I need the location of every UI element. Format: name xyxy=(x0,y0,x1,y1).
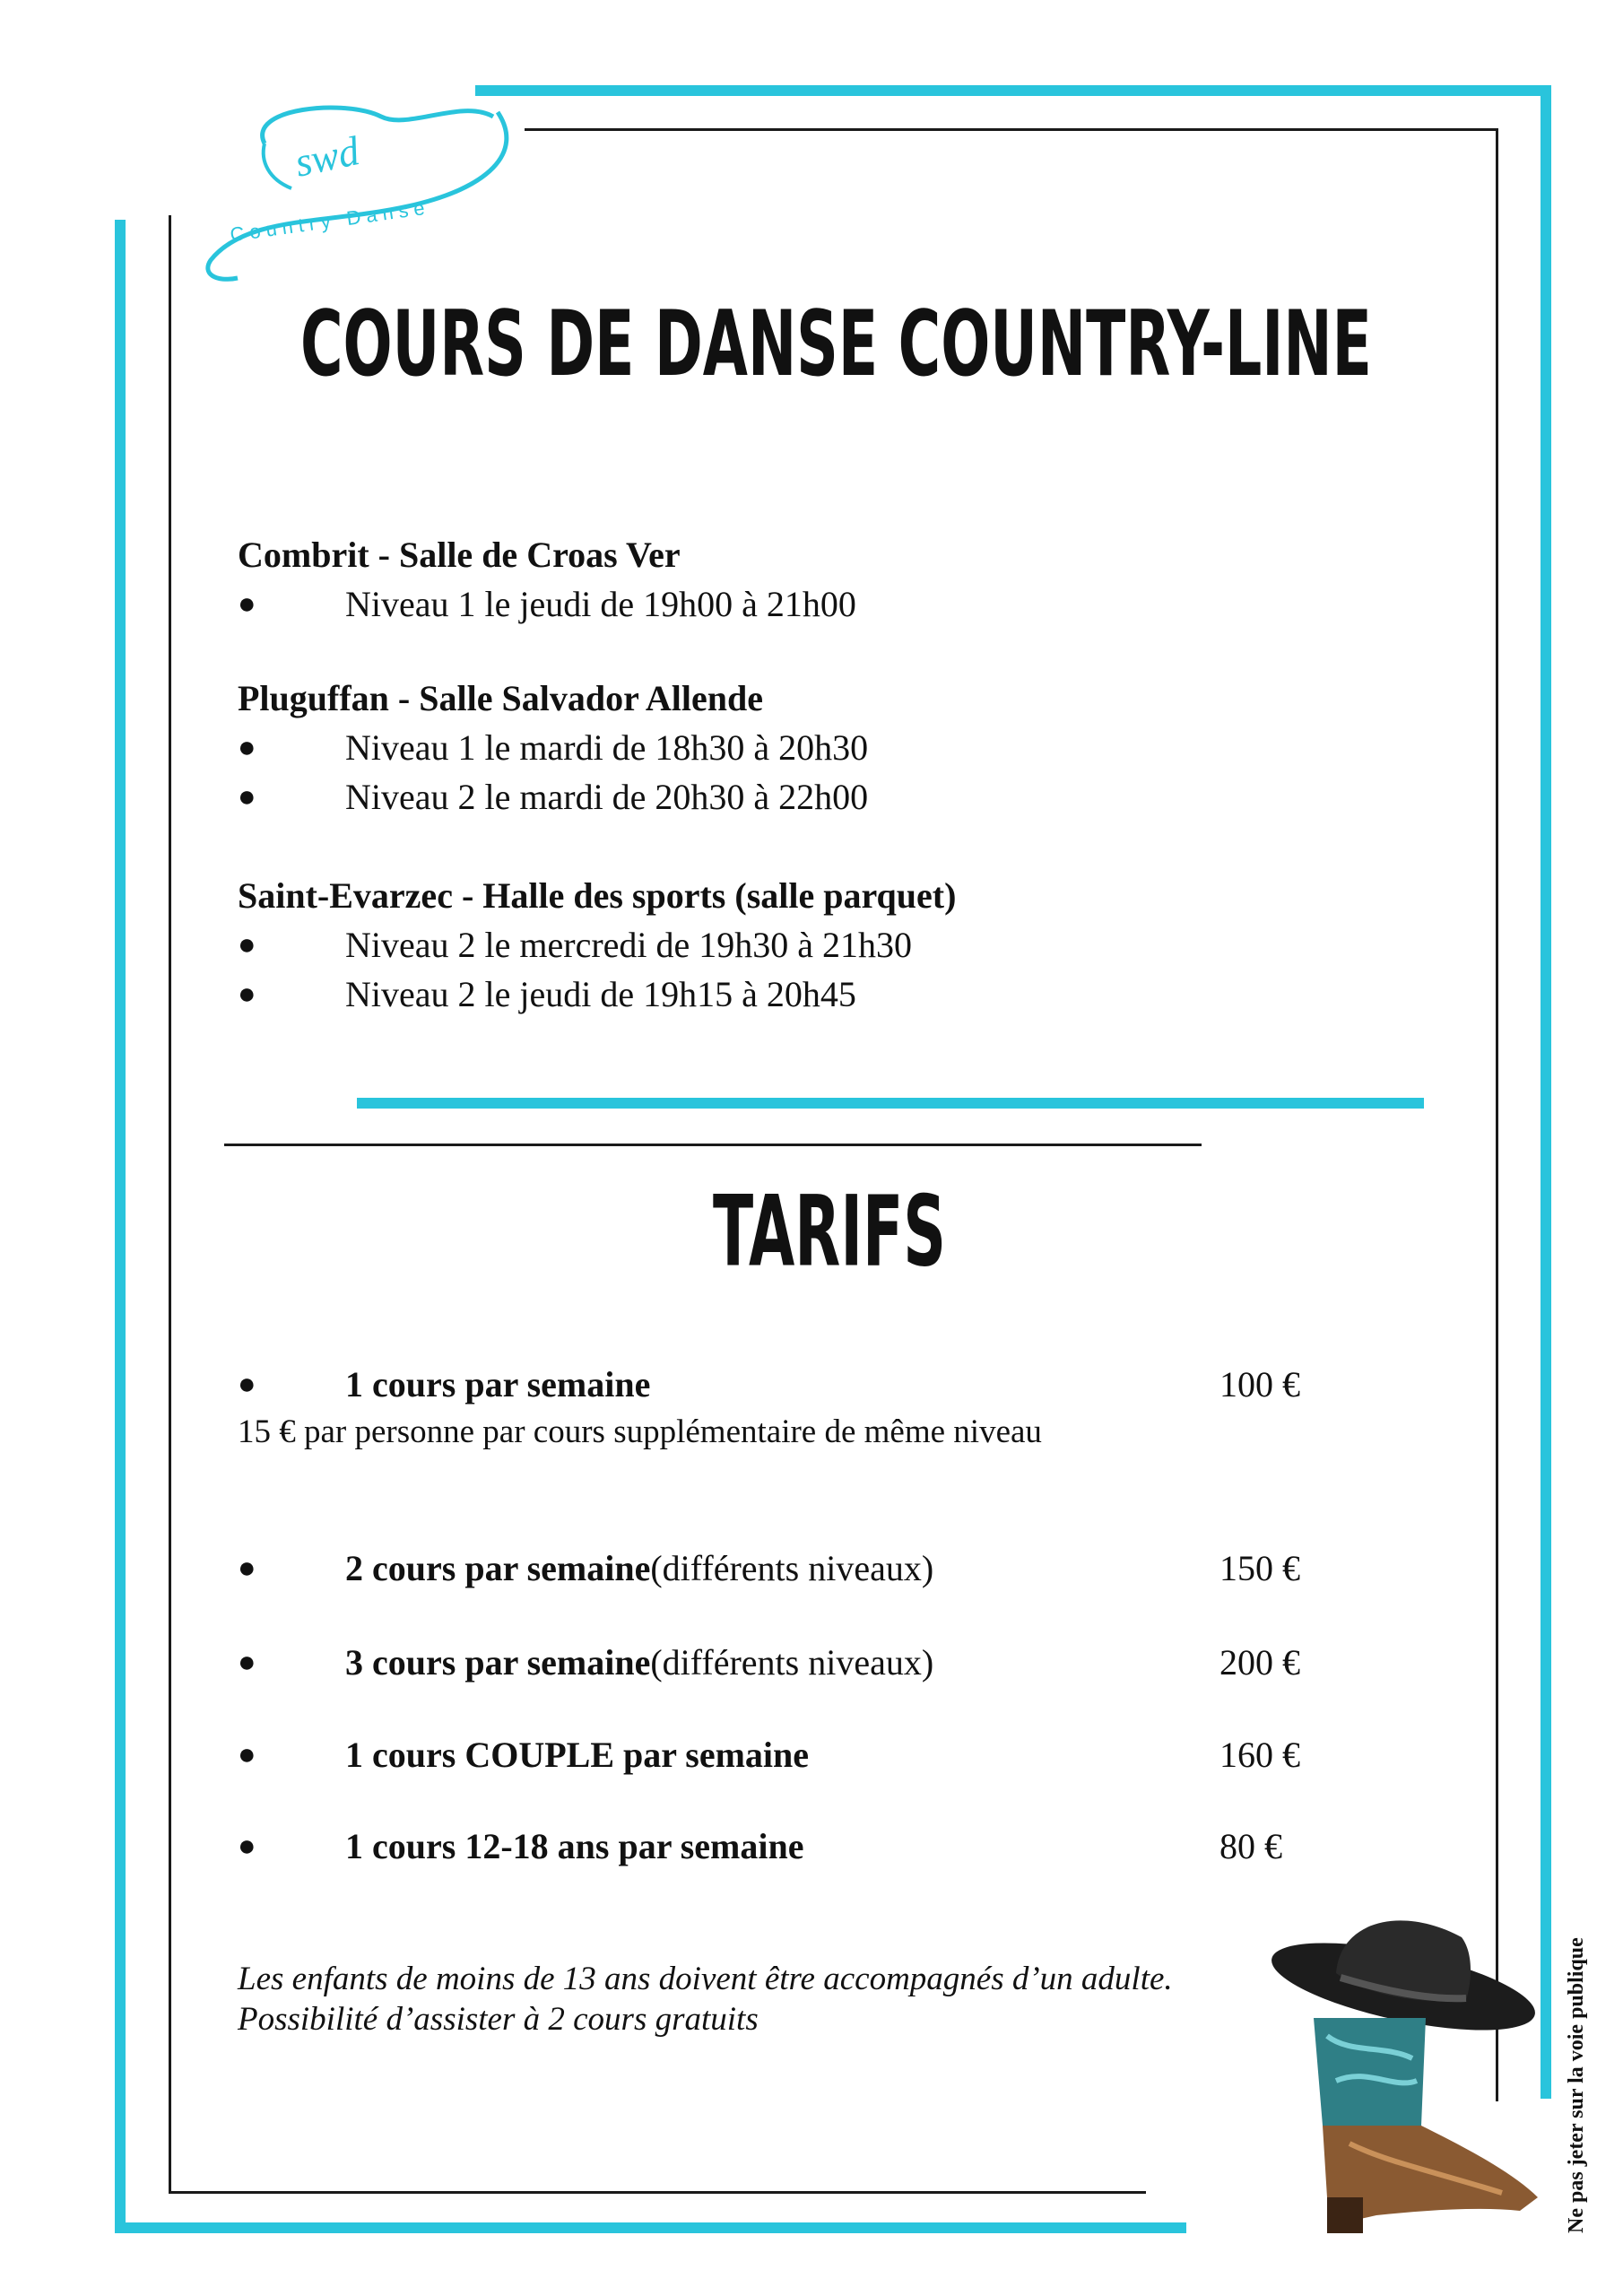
logo-mark: swd xyxy=(291,127,363,186)
tarif-price: 150 € xyxy=(1219,1548,1300,1588)
bullet-icon: ● xyxy=(238,1551,256,1585)
tarifs-title: TARIFS xyxy=(713,1175,946,1289)
frame-top-black xyxy=(525,128,1497,131)
tarif-item: ● 1 cours 12-18 ans par semaine xyxy=(238,1826,804,1866)
list-item: ● Niveau 1 le jeudi de 19h00 à 21h00 xyxy=(238,584,856,624)
frame-right-black xyxy=(1496,128,1498,2101)
list-item: ● Niveau 2 le mercredi de 19h30 à 21h30 xyxy=(238,925,913,965)
side-note: Ne pas jeter sur la voie publique xyxy=(1565,1937,1588,2233)
venue-combrit: Combrit - Salle de Croas Ver xyxy=(238,535,681,575)
list-item: ● Niveau 1 le mardi de 18h30 à 20h30 xyxy=(238,727,869,768)
list-item: ● Niveau 2 le mardi de 20h30 à 22h00 xyxy=(238,777,869,817)
tarif-item: ● 3 cours par semaine (différents niveaux) xyxy=(238,1642,934,1683)
divider-cyan xyxy=(357,1098,1424,1109)
frame-right-cyan xyxy=(1541,85,1551,2099)
frame-bottom-cyan xyxy=(115,2222,1186,2233)
tarif-price: 200 € xyxy=(1219,1642,1300,1683)
bullet-icon: ● xyxy=(238,977,256,1011)
list-item: ● Niveau 2 le jeudi de 19h15 à 20h45 xyxy=(238,974,856,1014)
bullet-icon: ● xyxy=(238,587,256,621)
frame-left-black xyxy=(169,215,171,2193)
tarif-price: 80 € xyxy=(1219,1826,1282,1866)
page-title: COURS DE DANSE COUNTRY-LINE xyxy=(300,291,1372,397)
bullet-icon: ● xyxy=(238,779,256,813)
tarif-extra-note: 15 € par personne par cours supplémentaire de même niveau xyxy=(238,1413,1042,1450)
venue-pluguffan: Pluguffan - Salle Salvador Allende xyxy=(238,678,764,718)
divider-black xyxy=(224,1144,1202,1146)
logo-tagline: Country Danse xyxy=(228,196,432,247)
bullet-icon: ● xyxy=(238,927,256,961)
tarif-price: 160 € xyxy=(1219,1735,1300,1775)
tarif-item: ● 2 cours par semaine (différents niveaux) xyxy=(238,1548,934,1588)
bullet-icon: ● xyxy=(238,1645,256,1679)
footnote-trial: Possibilité d’assister à 2 cours gratuits xyxy=(238,2001,759,2038)
cowboy-boot-hat-illustration xyxy=(1251,1901,1556,2242)
swd-logo xyxy=(193,81,525,287)
footnote-children: Les enfants de moins de 13 ans doivent être accompagnés d’un adulte. xyxy=(238,1961,1173,1997)
tarif-price: 100 € xyxy=(1219,1364,1300,1405)
bullet-icon: ● xyxy=(238,1829,256,1863)
frame-top-cyan xyxy=(475,85,1551,96)
tarif-item: ● 1 cours COUPLE par semaine xyxy=(238,1735,810,1775)
bullet-icon: ● xyxy=(238,1737,256,1771)
tarif-item: ● 1 cours par semaine xyxy=(238,1364,651,1405)
frame-bottom-black xyxy=(169,2191,1146,2194)
venue-saint-evarzec: Saint-Evarzec - Halle des sports (salle parquet) xyxy=(238,875,957,916)
frame-left-cyan xyxy=(115,220,126,2233)
bullet-icon: ● xyxy=(238,1367,256,1401)
bullet-icon: ● xyxy=(238,730,256,764)
